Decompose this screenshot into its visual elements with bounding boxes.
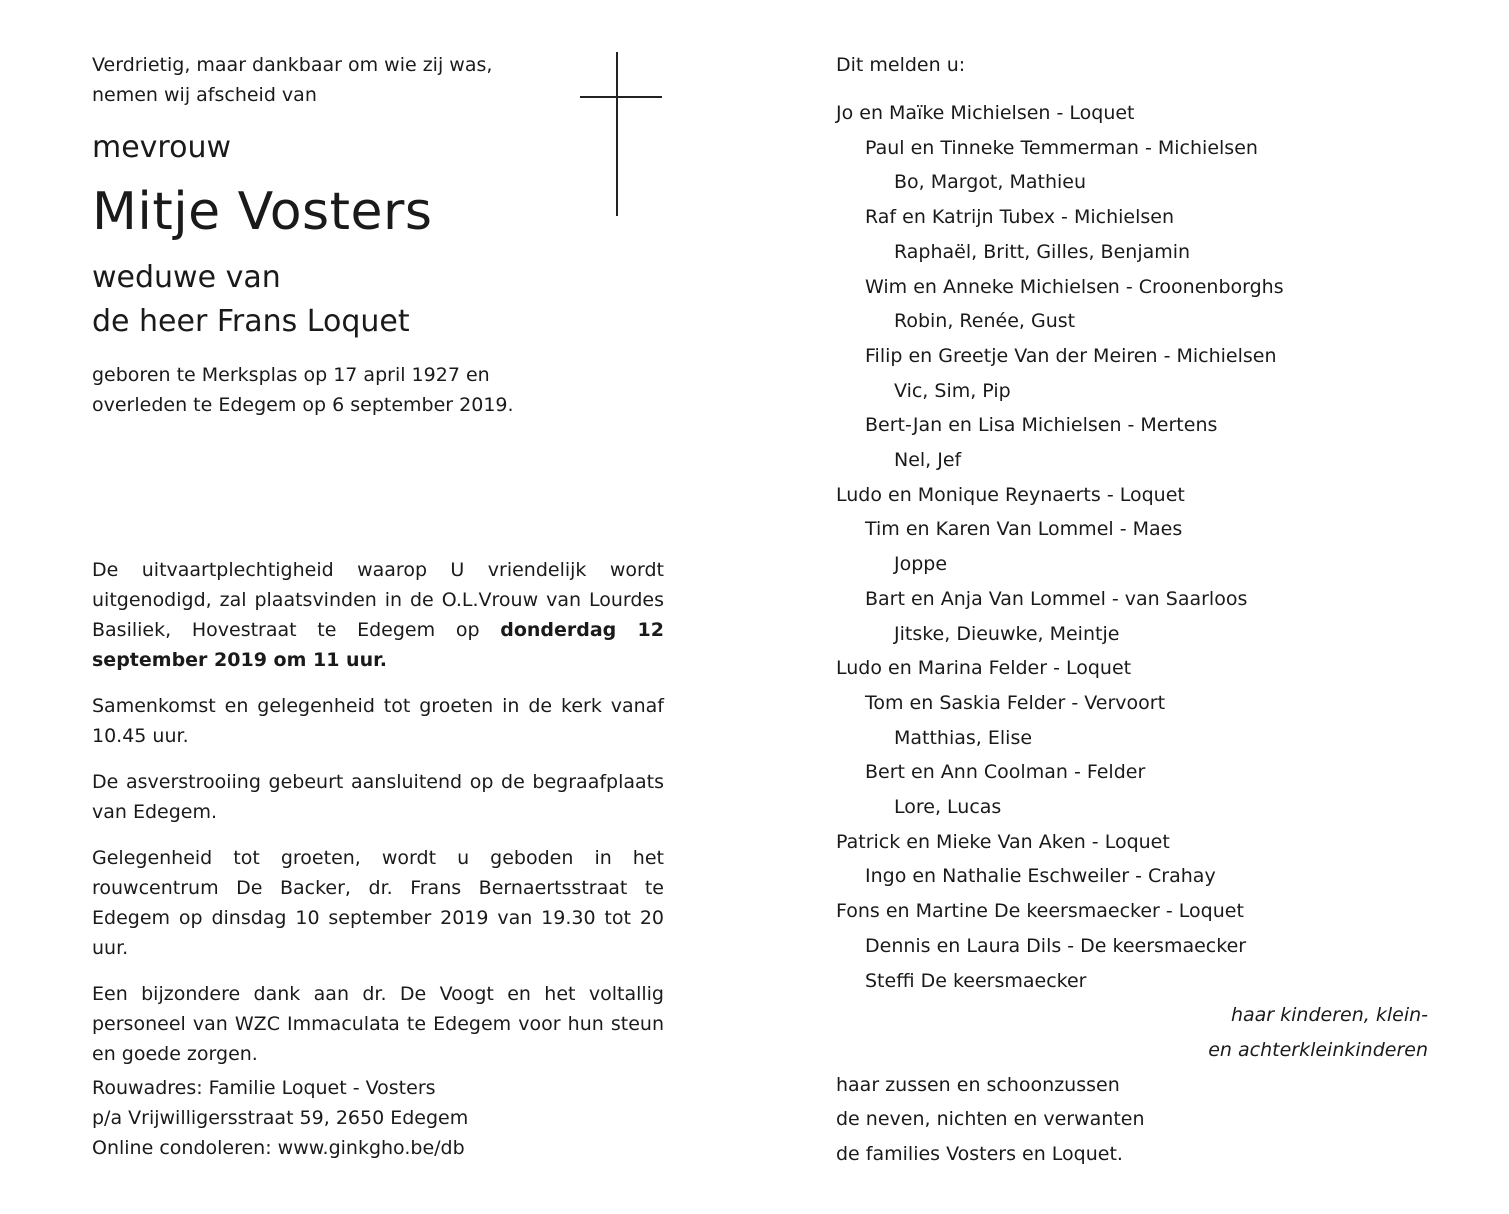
family-entry: Ingo en Nathalie Eschweiler - Crahay [865, 865, 1216, 888]
life-dates [92, 360, 664, 420]
family-entry: Dennis en Laura Dils - De keersmaecker [865, 934, 1247, 957]
relatives-line: haar zussen en schoonzussen [836, 1073, 1120, 1096]
family-entry: Jitske, Dieuwke, Meintje [894, 622, 1120, 645]
thanks-paragraph: Een bijzondere dank aan dr. De Voogt en het voltallig personeel van WZC Immaculata te Edegem voor hun steun en goede zorgen. [92, 983, 664, 1065]
family-entry: Tom en Saskia Felder - Vervoort [865, 691, 1166, 714]
ash-paragraph: De asverstrooiing gebeurt aansluitend op de begraafplaats van Edegem. [92, 771, 664, 823]
family-entry: Bert en Ann Coolman - Felder [865, 761, 1146, 784]
family-list [836, 96, 1436, 998]
address-line: p/a Vrijwilligersstraat 59, 2650 Edegem [92, 1107, 469, 1129]
died-line: overleden te Edegem op 6 september 2019. [92, 394, 514, 416]
family-entry: Joppe [894, 553, 948, 576]
address-line: Rouwadres: Familie Loquet - Vosters [92, 1077, 436, 1099]
widow-line: weduwe van [92, 260, 281, 295]
grandchildren-line: en achterkleinkinderen [1208, 1038, 1428, 1061]
family-entry: Bo, Margot, Mathieu [894, 171, 1087, 194]
grandchildren-line: haar kinderen, klein- [1230, 1004, 1428, 1027]
left-column [92, 50, 664, 420]
intro-line: Verdrietig, maar dankbaar om wie zij was, [92, 54, 493, 76]
family-entry: Bart en Anja Van Lommel - van Saarloos [865, 587, 1248, 610]
family-entry: Matthias, Elise [894, 726, 1033, 749]
family-entry: Ludo en Marina Felder - Loquet [836, 657, 1132, 680]
other-relatives [836, 1068, 1436, 1172]
ceremony-paragraph [92, 555, 664, 675]
title-prefix: mevrouw [92, 130, 232, 165]
family-entry: Fons en Martine De keersmaecker - Loquet [836, 900, 1244, 923]
ceremony-details [92, 555, 664, 1085]
deceased-name: Mitje Vosters [92, 182, 433, 242]
family-entry: Wim en Anneke Michielsen - Croonenborghs [865, 275, 1284, 298]
grandchildren-note [836, 998, 1436, 1067]
family-entry: Tim en Karen Van Lommel - Maes [865, 518, 1183, 541]
announce-header: Dit melden u: [836, 54, 966, 76]
intro-text [92, 50, 664, 110]
right-column [836, 50, 1436, 1172]
gathering-paragraph: Samenkomst en gelegenheid tot groeten in de kerk vanaf 10.45 uur. [92, 695, 664, 747]
spouse-name: de heer Frans Loquet [92, 304, 410, 339]
family-entry: Paul en Tinneke Temmerman - Michielsen [865, 136, 1258, 159]
family-entry: Jo en Maïke Michielsen - Loquet [836, 102, 1135, 124]
ceremony-datetime: donderdag 12 september 2019 om 11 uur. [92, 619, 664, 671]
family-entry: Bert-Jan en Lisa Michielsen - Mertens [865, 414, 1218, 437]
widow-of [92, 256, 664, 344]
family-entry: Robin, Renée, Gust [894, 310, 1076, 333]
family-entry: Ludo en Monique Reynaerts - Loquet [836, 483, 1185, 506]
cross-icon-bar [580, 96, 662, 98]
family-entry: Vic, Sim, Pip [894, 379, 1011, 402]
ceremony-text: De uitvaartplechtigheid waarop U vriendelijk wordt uitgenodigd, zal plaatsvinden in de O.L.Vrouw van Lourdes Basiliek, Hovestraat te Edegem op [92, 559, 664, 641]
family-entry: Raphaël, Britt, Gilles, Benjamin [894, 240, 1191, 263]
cross-icon [616, 52, 618, 216]
relatives-line: de families Vosters en Loquet. [836, 1143, 1123, 1166]
visitation-paragraph: Gelegenheid tot groeten, wordt u geboden in het rouwcentrum De Backer, dr. Frans Bernaertsstraat te Edegem op dinsdag 10 september 2019 van 19.30 tot 20 uur. [92, 847, 664, 959]
mourning-address [92, 1073, 664, 1163]
intro-line: nemen wij afscheid van [92, 84, 317, 106]
family-entry: Steffi De keersmaecker [865, 969, 1087, 992]
family-entry: Nel, Jef [894, 449, 962, 472]
family-entry: Patrick en Mieke Van Aken - Loquet [836, 830, 1170, 853]
family-entry: Lore, Lucas [894, 796, 1002, 819]
born-line: geboren te Merksplas op 17 april 1927 en [92, 364, 490, 386]
family-entry: Filip en Greetje Van der Meiren - Michielsen [865, 344, 1277, 367]
condolence-link[interactable]: Online condoleren: www.ginkgho.be/db [92, 1137, 465, 1159]
family-entry: Raf en Katrijn Tubex - Michielsen [865, 206, 1174, 229]
relatives-line: de neven, nichten en verwanten [836, 1108, 1145, 1131]
